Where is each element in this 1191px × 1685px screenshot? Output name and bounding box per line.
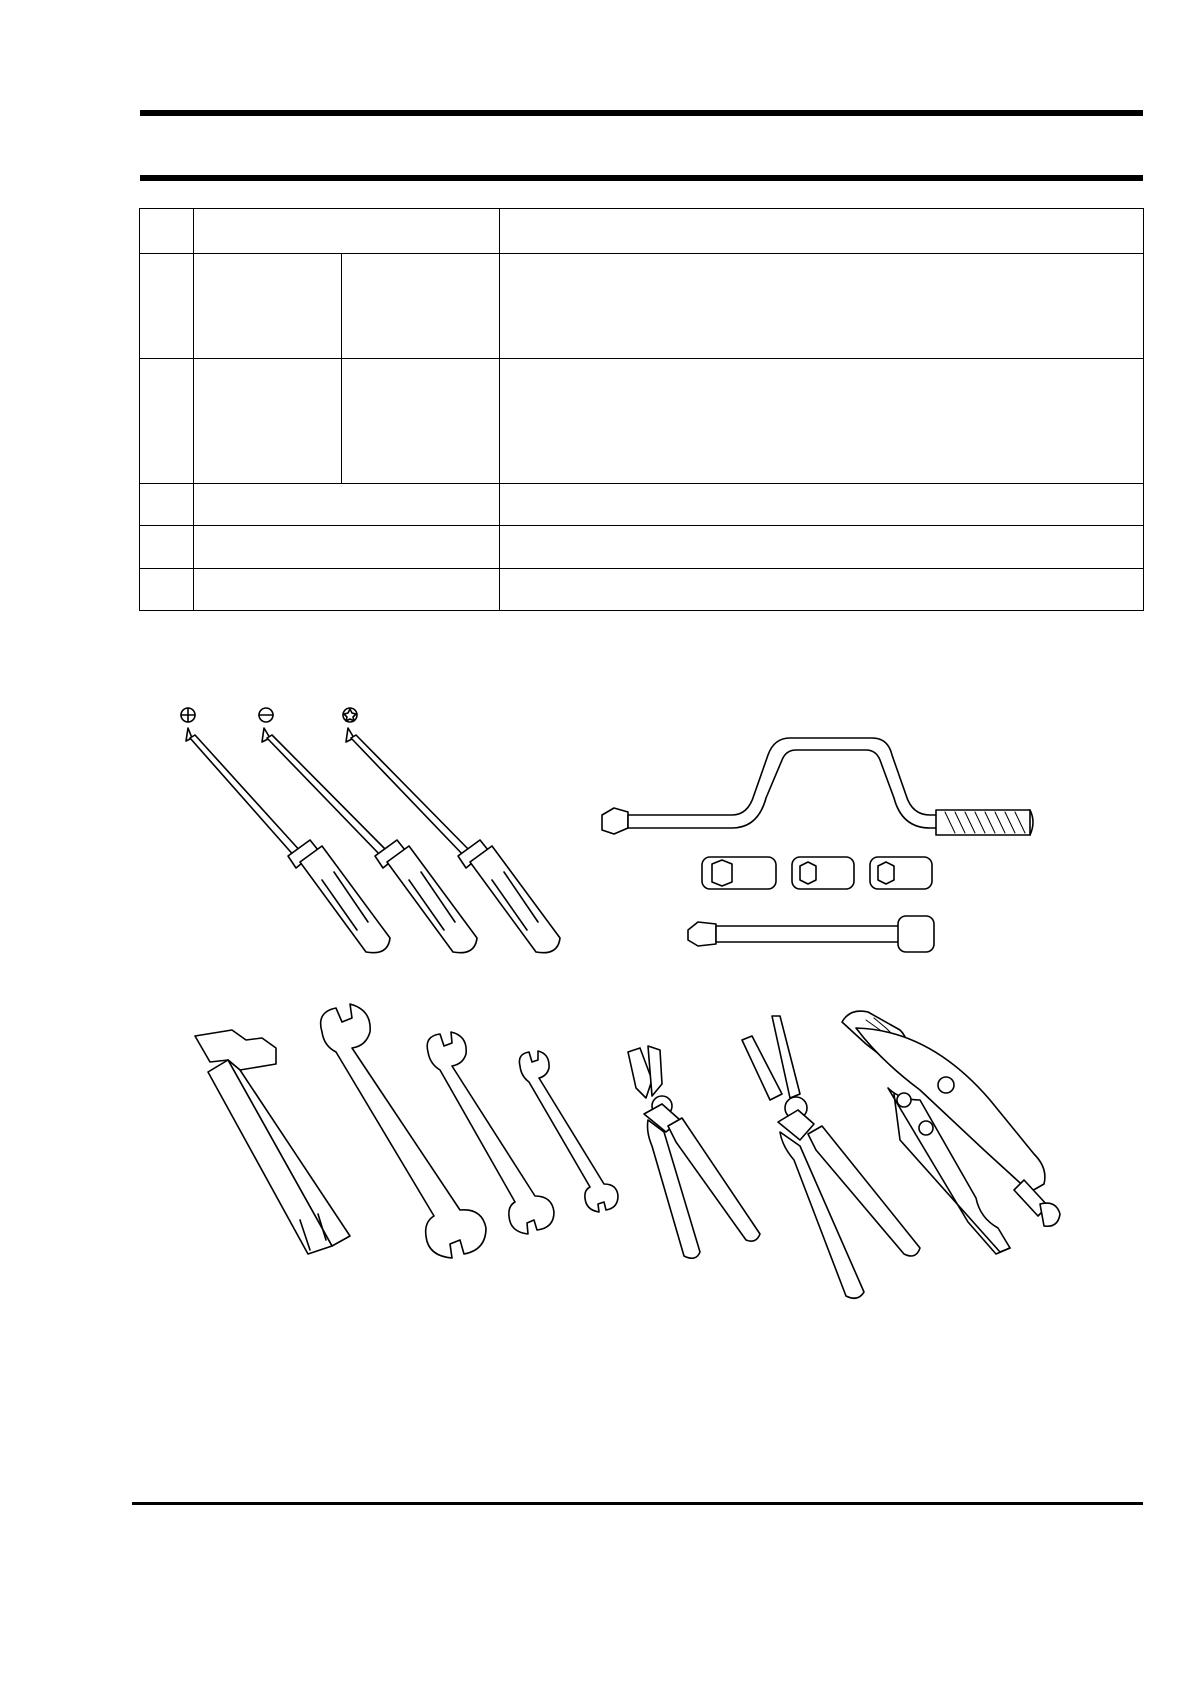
table-header-row [140, 209, 1144, 254]
spark-plug-wrench-icon [195, 1030, 350, 1254]
table-cell-name [194, 568, 500, 610]
table-cell-no [140, 484, 194, 526]
table-row [140, 526, 1144, 568]
table-cell-no [140, 209, 194, 254]
phillips-symbol-icon [181, 708, 195, 722]
table-cell-no [140, 359, 194, 484]
open-end-wrench-small-icon [519, 1051, 618, 1212]
socket-speed-handle-icon [602, 738, 1033, 835]
flat-symbol-icon [259, 708, 273, 722]
table-row [140, 484, 1144, 526]
footer-text [132, 1512, 832, 1536]
table-cell-no [140, 526, 194, 568]
table-cell-name [194, 484, 500, 526]
footer-rule [132, 1502, 1143, 1505]
table-row [140, 568, 1144, 610]
table-cell-description [500, 568, 1144, 610]
tool-illustration [170, 700, 1090, 1320]
header-rule-top [140, 110, 1143, 116]
table-cell-description [500, 359, 1144, 484]
table-cell-no [140, 254, 194, 359]
socket-extension-bar-icon [688, 916, 934, 952]
table-cell-name [194, 254, 342, 359]
table-cell-description [500, 254, 1144, 359]
table-row [140, 359, 1144, 484]
table-cell-no [140, 568, 194, 610]
table-cell-name [194, 359, 342, 484]
header-rule-bottom [140, 175, 1143, 181]
page-number [1000, 1512, 1143, 1536]
table-cell-description [500, 526, 1144, 568]
table-row [140, 254, 1144, 359]
table-cell-description [500, 484, 1144, 526]
table-cell-name-sub [342, 359, 500, 484]
page-header-title [140, 130, 1143, 170]
torx-symbol-icon [343, 708, 357, 722]
socket-set-icon [702, 857, 932, 889]
table-cell-name [194, 526, 500, 568]
table-cell-name-sub [342, 254, 500, 359]
table-cell-name [194, 209, 500, 254]
diagonal-cutting-pliers-icon [628, 1046, 760, 1258]
tool-table [139, 208, 1143, 611]
table-cell-description [500, 209, 1144, 254]
phillips-screwdriver-icon [186, 728, 390, 953]
